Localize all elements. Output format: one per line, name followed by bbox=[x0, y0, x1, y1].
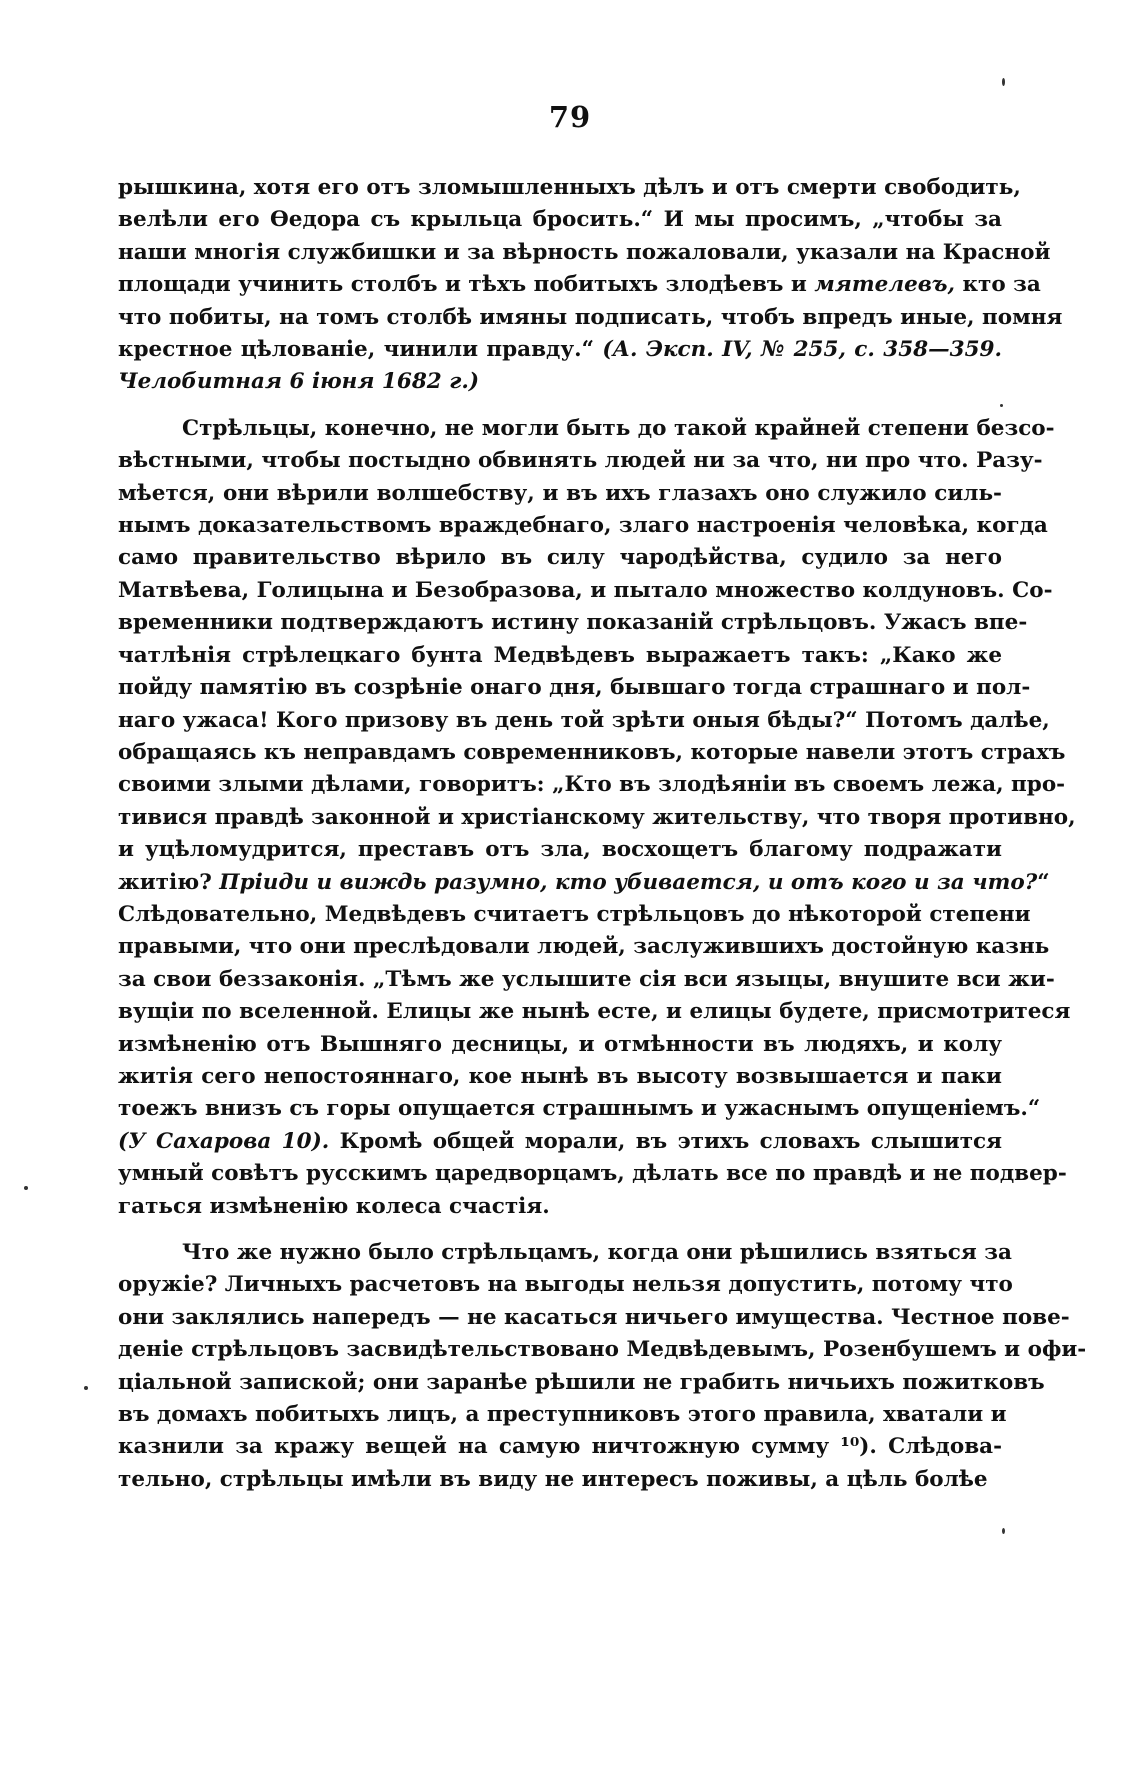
text-run: пойду памятію въ созрѣніе онаго дня, бывшаго тогда страшнаго и пол- bbox=[118, 675, 1031, 701]
text-line bbox=[118, 542, 1002, 574]
text-run: тивися правдѣ законной и христіанскому жительству, что творя противно, bbox=[118, 804, 1076, 830]
text-line bbox=[118, 1158, 1067, 1190]
text-line bbox=[118, 1464, 1002, 1496]
text-run: измѣненію отъ Вышняго десницы, и отмѣнности въ людяхъ, и колу bbox=[118, 1031, 1002, 1057]
text-line bbox=[118, 1029, 1002, 1061]
text-line bbox=[118, 204, 1002, 236]
text-line bbox=[118, 302, 1063, 334]
text-run: Слѣдовательно, Медвѣдевъ считаетъ стрѣльцовъ до нѣкоторой степени bbox=[118, 901, 1031, 927]
print-speck bbox=[24, 1186, 28, 1190]
text-run: наши многія службишки и за вѣрность пожаловали, указали на Красной bbox=[118, 239, 1051, 265]
text-run: умный совѣтъ русскимъ царедворцамъ, дѣлать все по правдѣ и не подвер- bbox=[118, 1161, 1067, 1187]
text-run: временники подтверждаютъ истину показаній стрѣльцовъ. Ужасъ впе- bbox=[118, 610, 1028, 636]
italic-text: Пріиди и виждь разумно, кто убивается, и отъ кого и за что? bbox=[219, 869, 1038, 895]
text-run: житію? bbox=[118, 869, 220, 895]
text-run: мѣется, они вѣрили волшебству, и въ ихъ глазахъ оно служило силь- bbox=[118, 480, 1002, 506]
text-line bbox=[118, 1367, 1045, 1399]
text-run: оружіе? Личныхъ расчетовъ на выгоды нельзя допустить, потому что bbox=[118, 1272, 1013, 1298]
text-line bbox=[118, 607, 1028, 639]
text-run: площади учинить столбъ и тѣхъ побитыхъ злодѣевъ и bbox=[118, 272, 815, 298]
text-run: чатлѣнія стрѣлецкаго бунта Медвѣдевъ выражаетъ такъ: „Како же bbox=[118, 642, 1002, 668]
text-line bbox=[118, 366, 1002, 398]
text-line bbox=[118, 1126, 1002, 1158]
text-run: Что же нужно было стрѣльцамъ, когда они рѣшились взяться за bbox=[182, 1240, 1012, 1265]
text-line bbox=[118, 1061, 1002, 1093]
text-line bbox=[118, 899, 1031, 931]
text-run: само правительство вѣрило въ силу чародѣйства, судило за него bbox=[118, 545, 1002, 571]
text-run: крестное цѣлованіе, чинили правду.“ bbox=[118, 337, 603, 363]
text-run: житія сего непостояннаго, кое нынѣ въ высоту возвышается и паки bbox=[118, 1063, 1002, 1089]
text-run: нымъ доказательствомъ враждебнаго, злаго настроенія человѣка, когда bbox=[118, 513, 1048, 539]
italic-text: мятелевъ, bbox=[814, 272, 955, 298]
text-run: они заклялись напередъ — не касаться ничьего имущества. Честное пове- bbox=[118, 1304, 1070, 1330]
text-line bbox=[118, 1399, 1007, 1431]
italic-text: Челобитная 6 іюня 1682 г.) bbox=[118, 369, 479, 395]
text-line bbox=[118, 1191, 1002, 1223]
print-speck bbox=[1002, 1528, 1005, 1534]
text-run: Стрѣльцы, конечно, не могли быть до такой крайней степени безсо- bbox=[182, 415, 1055, 441]
paragraph-gap bbox=[118, 1223, 1002, 1237]
text-run: что побиты, на томъ столбѣ имяны подписать, чтобъ впредъ иные, помня bbox=[118, 304, 1063, 330]
text-line bbox=[118, 1093, 1041, 1125]
text-line bbox=[118, 802, 1076, 834]
text-run: вущіи по вселенной. Елицы же нынѣ есте, и елицы будете, присмотритеся bbox=[118, 999, 1071, 1025]
text-line bbox=[118, 672, 1031, 704]
print-speck bbox=[84, 1386, 88, 1390]
text-line bbox=[118, 834, 1002, 866]
text-run: “ bbox=[1037, 869, 1050, 895]
text-run: кто за bbox=[955, 272, 1041, 298]
text-run: ціальной запиской; они заранѣе рѣшили не грабить ничьихъ пожитковъ bbox=[118, 1369, 1045, 1395]
text-line bbox=[118, 334, 1002, 366]
text-line bbox=[118, 237, 1051, 269]
text-line bbox=[118, 1431, 1002, 1463]
text-run: тельно, стрѣльцы имѣли въ виду не интересъ поживы, а цѣль болѣе bbox=[118, 1466, 988, 1492]
text-run: наго ужаса! Кого призову въ день той зрѣти оныя бѣды?“ Потомъ далѣе, bbox=[118, 707, 1050, 733]
text-line bbox=[118, 413, 1055, 445]
paragraph bbox=[118, 172, 1063, 399]
body-text bbox=[118, 172, 1087, 1496]
text-run: правыми, что они преслѣдовали людей, заслужившихъ достойную казнь bbox=[118, 934, 1050, 960]
text-line bbox=[118, 172, 1021, 204]
text-line bbox=[118, 478, 1002, 510]
text-line bbox=[118, 640, 1002, 672]
text-line bbox=[118, 964, 1055, 996]
text-run: казнили за кражу вещей на самую ничтожную сумму ¹⁰). Слѣдова- bbox=[118, 1434, 1002, 1460]
text-line bbox=[118, 575, 1053, 607]
text-run: своими злыми дѣлами, говоритъ: „Кто въ злодѣяніи въ своемъ лежа, про- bbox=[118, 772, 1066, 798]
text-line bbox=[118, 1269, 1013, 1301]
text-line bbox=[118, 510, 1048, 542]
text-line bbox=[118, 269, 1041, 301]
text-run: Кромѣ общей морали, въ этихъ словахъ слышится bbox=[329, 1128, 1002, 1154]
text-line bbox=[118, 1302, 1070, 1334]
text-line bbox=[118, 931, 1050, 963]
text-run: тоежъ внизъ съ горы опущается страшнымъ и ужаснымъ опущеніемъ.“ bbox=[118, 1096, 1041, 1122]
text-run: рышкина, хотя его отъ зломышленныхъ дѣлъ и отъ смерти свободить, bbox=[118, 175, 1021, 200]
italic-text: (У Сахарова 10). bbox=[118, 1128, 330, 1154]
text-line bbox=[118, 867, 1050, 899]
page-number: 79 bbox=[548, 100, 592, 134]
text-run: гаться измѣненію колеса счастія. bbox=[118, 1193, 550, 1219]
text-line bbox=[118, 737, 1066, 769]
text-line bbox=[118, 1237, 1012, 1269]
paragraph bbox=[118, 413, 1076, 1223]
text-run: велѣли его Ѳедора съ крыльца бросить.“ И мы просимъ, „чтобы за bbox=[118, 207, 1002, 233]
text-run: вѣстными, чтобы постыдно обвинять людей ни за что, ни про что. Разу- bbox=[118, 448, 1043, 474]
text-line bbox=[118, 769, 1066, 801]
text-run: за свои беззаконія. „Тѣмъ же услышите сія вси языцы, внушите вси жи- bbox=[118, 966, 1055, 992]
text-line bbox=[118, 996, 1071, 1028]
text-run: деніе стрѣльцовъ засвидѣтельствовано Медвѣдевымъ, Розенбушемъ и офи- bbox=[118, 1337, 1087, 1363]
text-run: и уцѣломудрится, преставъ отъ зла, восхощетъ благому подражати bbox=[118, 837, 1002, 863]
text-line bbox=[118, 1334, 1087, 1366]
text-run: въ домахъ побитыхъ лицъ, а преступниковъ этого правила, хватали и bbox=[118, 1402, 1007, 1428]
text-line bbox=[118, 705, 1050, 737]
text-run: Матвѣева, Голицына и Безобразова, и пытало множество колдуновъ. Со- bbox=[118, 577, 1053, 603]
text-line bbox=[118, 445, 1043, 477]
italic-text: (А. Эксп. IV, № 255, с. 358—359. bbox=[602, 337, 1002, 363]
text-run: обращаясь къ неправдамъ современниковъ, которые навели этотъ страхъ bbox=[118, 739, 1066, 765]
paragraph-gap bbox=[118, 399, 1002, 413]
paragraph bbox=[118, 1237, 1087, 1496]
print-speck bbox=[1002, 78, 1005, 86]
